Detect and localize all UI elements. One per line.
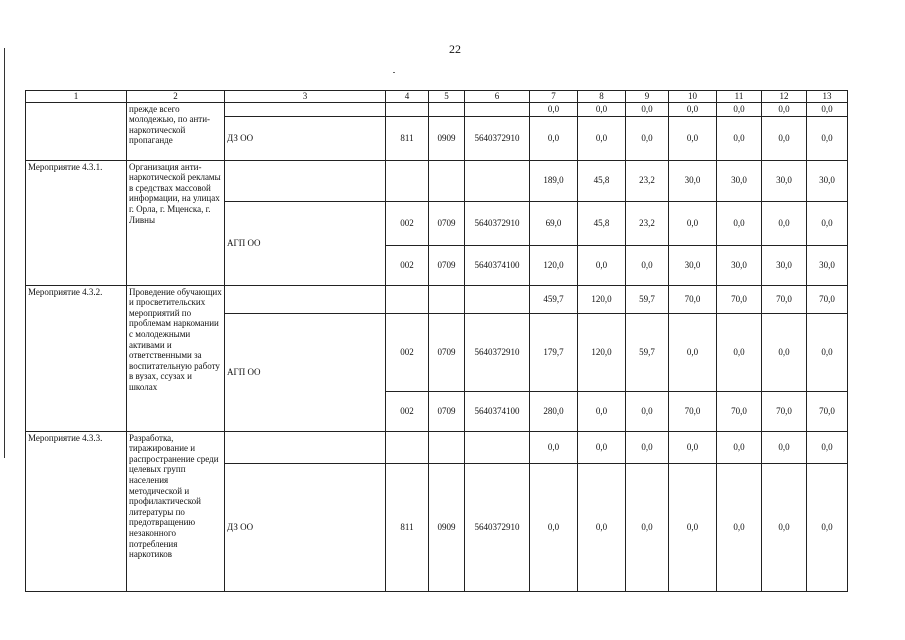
- value-cell: 45,8: [578, 160, 626, 201]
- code-cell: 5640372910: [465, 313, 530, 391]
- value-cell: 0,0: [530, 431, 578, 463]
- value-cell: 70,0: [762, 285, 807, 313]
- value-cell: 0,0: [669, 313, 717, 391]
- value-cell: 0,0: [669, 116, 717, 160]
- code-cell: 002: [386, 313, 429, 391]
- value-cell: 59,7: [626, 313, 669, 391]
- value-cell: 0,0: [626, 463, 669, 591]
- event-cell: Мероприятие 4.3.3.: [26, 431, 127, 591]
- value-cell: 30,0: [762, 245, 807, 285]
- header-cell: 3: [225, 91, 386, 103]
- table-body: [26, 102, 848, 591]
- table-row: [26, 285, 848, 313]
- code-cell: 811: [386, 116, 429, 160]
- value-cell: 0,0: [807, 102, 848, 116]
- value-cell: 0,0: [717, 313, 762, 391]
- value-cell: 69,0: [530, 201, 578, 245]
- value-cell: 0,0: [578, 463, 626, 591]
- code-cell: 002: [386, 245, 429, 285]
- table-row: [26, 102, 848, 116]
- value-cell: 0,0: [717, 102, 762, 116]
- agency-empty-cell: [225, 285, 386, 313]
- code-empty-cell: [465, 285, 530, 313]
- value-cell: 0,0: [669, 431, 717, 463]
- value-cell: 0,0: [807, 201, 848, 245]
- page-number: 22: [449, 42, 461, 56]
- value-cell: 70,0: [807, 285, 848, 313]
- value-cell: 0,0: [530, 102, 578, 116]
- value-cell: 0,0: [762, 431, 807, 463]
- code-empty-cell: [429, 102, 465, 116]
- value-cell: 45,8: [578, 201, 626, 245]
- value-cell: 0,0: [717, 431, 762, 463]
- code-empty-cell: [465, 431, 530, 463]
- value-cell: 70,0: [669, 391, 717, 431]
- agency-empty-cell: [225, 160, 386, 201]
- description-cell: прежде всего молодежью, по анти-наркотической пропаганде: [127, 102, 225, 160]
- code-empty-cell: [386, 285, 429, 313]
- code-cell: 002: [386, 391, 429, 431]
- value-cell: 70,0: [669, 285, 717, 313]
- code-cell: 5640372910: [465, 463, 530, 591]
- value-cell: 0,0: [578, 102, 626, 116]
- value-cell: 0,0: [717, 116, 762, 160]
- header-cell: 8: [578, 91, 626, 103]
- value-cell: 30,0: [717, 160, 762, 201]
- value-cell: 0,0: [807, 463, 848, 591]
- value-cell: 0,0: [762, 201, 807, 245]
- header-cell: 9: [626, 91, 669, 103]
- value-cell: 179,7: [530, 313, 578, 391]
- value-cell: 0,0: [626, 391, 669, 431]
- header-cell: 6: [465, 91, 530, 103]
- value-cell: 0,0: [578, 116, 626, 160]
- value-cell: 30,0: [807, 245, 848, 285]
- value-cell: 23,2: [626, 160, 669, 201]
- value-cell: 0,0: [669, 102, 717, 116]
- value-cell: 0,0: [762, 116, 807, 160]
- agency-cell: ДЗ ОО: [225, 463, 386, 591]
- value-cell: 70,0: [807, 391, 848, 431]
- code-cell: 0909: [429, 463, 465, 591]
- value-cell: 0,0: [530, 116, 578, 160]
- value-cell: 0,0: [626, 431, 669, 463]
- value-cell: 120,0: [578, 313, 626, 391]
- value-cell: 0,0: [807, 431, 848, 463]
- value-cell: 459,7: [530, 285, 578, 313]
- code-empty-cell: [386, 102, 429, 116]
- code-empty-cell: [465, 102, 530, 116]
- code-cell: 0709: [429, 201, 465, 245]
- header-cell: 12: [762, 91, 807, 103]
- value-cell: 0,0: [578, 245, 626, 285]
- value-cell: 30,0: [717, 245, 762, 285]
- value-cell: 189,0: [530, 160, 578, 201]
- value-cell: 120,0: [578, 285, 626, 313]
- value-cell: 0,0: [626, 116, 669, 160]
- table-row: [26, 160, 848, 201]
- value-cell: 0,0: [762, 313, 807, 391]
- event-cell: Мероприятие 4.3.2.: [26, 285, 127, 431]
- value-cell: 0,0: [762, 102, 807, 116]
- value-cell: 0,0: [717, 463, 762, 591]
- agency-empty-cell: [225, 431, 386, 463]
- event-cell: Мероприятие 4.3.1.: [26, 160, 127, 285]
- description-cell: Разработка, тиражирование и распространение среди целевых групп населения методической и профилактической литературы по предотвращению незаконного потребления наркотиков: [127, 431, 225, 591]
- value-cell: 0,0: [578, 431, 626, 463]
- value-cell: 30,0: [762, 160, 807, 201]
- header-cell: 13: [807, 91, 848, 103]
- value-cell: 0,0: [626, 245, 669, 285]
- value-cell: 70,0: [762, 391, 807, 431]
- code-cell: 5640372910: [465, 201, 530, 245]
- agency-empty-cell: [225, 102, 386, 116]
- value-cell: 0,0: [762, 463, 807, 591]
- code-cell: 0709: [429, 391, 465, 431]
- value-cell: 70,0: [717, 285, 762, 313]
- code-cell: 5640372910: [465, 116, 530, 160]
- value-cell: 0,0: [578, 391, 626, 431]
- code-empty-cell: [429, 285, 465, 313]
- code-empty-cell: [386, 160, 429, 201]
- header-cell: 7: [530, 91, 578, 103]
- header-cell: 11: [717, 91, 762, 103]
- budget-table: [25, 90, 848, 592]
- code-empty-cell: [465, 160, 530, 201]
- value-cell: 0,0: [626, 102, 669, 116]
- value-cell: 120,0: [530, 245, 578, 285]
- value-cell: 30,0: [669, 160, 717, 201]
- code-cell: 0709: [429, 313, 465, 391]
- value-cell: 0,0: [669, 201, 717, 245]
- code-empty-cell: [429, 160, 465, 201]
- code-cell: 002: [386, 201, 429, 245]
- code-cell: 0909: [429, 116, 465, 160]
- header-cell: 2: [127, 91, 225, 103]
- header-cell: 4: [386, 91, 429, 103]
- agency-cell: ДЗ ОО: [225, 116, 386, 160]
- value-cell: 30,0: [669, 245, 717, 285]
- description-cell: Организация анти-наркотической рекламы в средствах массовой информации, на улицах г. Орла, г. Мценска, г. Ливны: [127, 160, 225, 285]
- code-cell: 811: [386, 463, 429, 591]
- value-cell: 0,0: [807, 116, 848, 160]
- value-cell: 0,0: [669, 463, 717, 591]
- margin-line: [4, 48, 5, 458]
- speck: [393, 72, 395, 73]
- code-cell: 0709: [429, 245, 465, 285]
- table-row: [26, 431, 848, 463]
- code-empty-cell: [386, 431, 429, 463]
- value-cell: 0,0: [807, 313, 848, 391]
- header-cell: 10: [669, 91, 717, 103]
- code-empty-cell: [429, 431, 465, 463]
- agency-cell: АГП ОО: [225, 313, 386, 431]
- value-cell: 0,0: [717, 201, 762, 245]
- value-cell: 59,7: [626, 285, 669, 313]
- value-cell: 280,0: [530, 391, 578, 431]
- value-cell: 30,0: [807, 160, 848, 201]
- description-cell: Проведение обучающих и просветительских мероприятий по проблемам наркомании с молодежными активами и ответственными за воспитательную работу в вузах, ссузах и школах: [127, 285, 225, 431]
- value-cell: 23,2: [626, 201, 669, 245]
- value-cell: 0,0: [530, 463, 578, 591]
- event-cell: [26, 102, 127, 160]
- value-cell: 70,0: [717, 391, 762, 431]
- code-cell: 5640374100: [465, 245, 530, 285]
- header-row: [26, 91, 848, 103]
- agency-cell: АГП ОО: [225, 201, 386, 285]
- header-cell: 1: [26, 91, 127, 103]
- header-cell: 5: [429, 91, 465, 103]
- code-cell: 5640374100: [465, 391, 530, 431]
